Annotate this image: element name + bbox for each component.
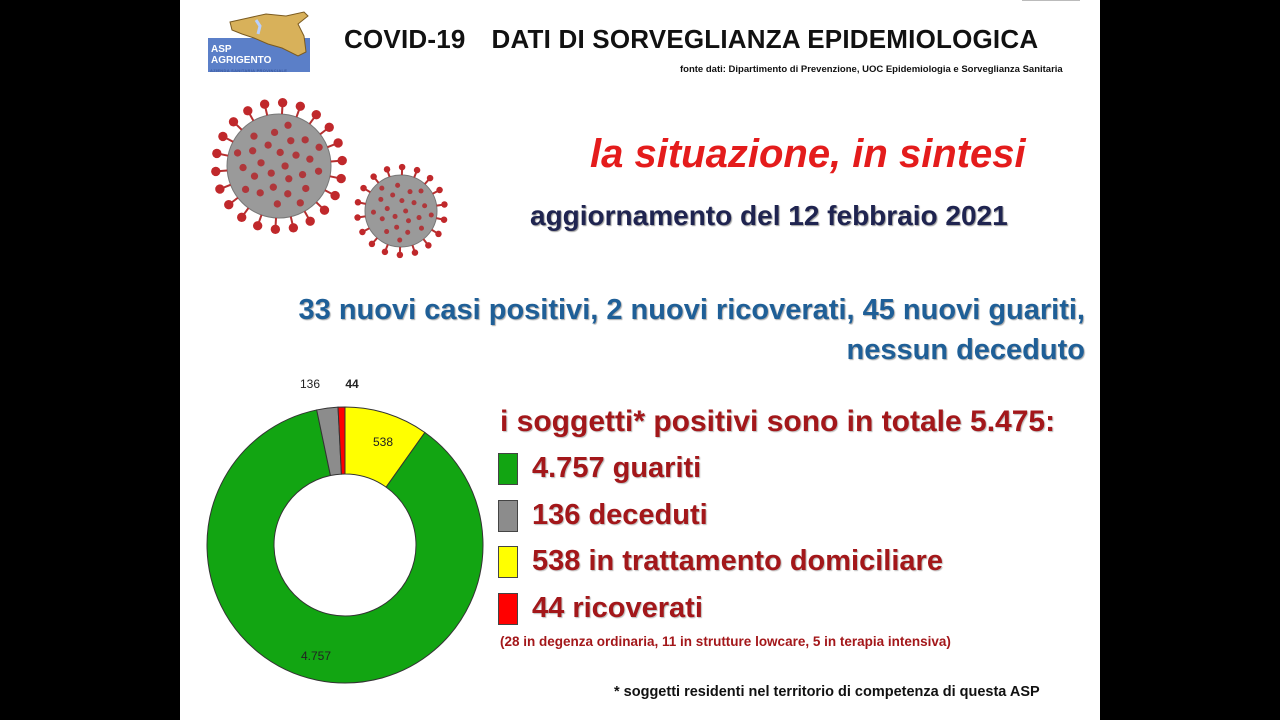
donut-label-guariti: 4.757: [300, 649, 332, 663]
legend-label-guariti: 4.757 guariti: [532, 452, 702, 484]
daily-news-line1: 33 nuovi casi positivi, 2 nuovi ricoverati, 45 nuovi guariti,: [298, 294, 1085, 326]
legend-item-ricoverati: [498, 592, 703, 625]
legend-swatch-domiciliare: [498, 546, 518, 578]
title-covid: COVID-19: [344, 24, 466, 54]
data-source: fonte dati: Dipartimento di Prevenzione, UOC Epidemiologia e Sorveglianza Sanitaria: [680, 64, 1063, 75]
logo-text-asp: ASP: [211, 44, 232, 55]
total-positives: i soggetti* positivi sono in totale 5.475:: [500, 405, 1056, 438]
logo-text-agrigento: AGRIGENTO: [211, 55, 272, 66]
legend-swatch-guariti: [498, 453, 518, 485]
legend-label-deceduti: 136 deceduti: [532, 499, 708, 531]
title-dati: DATI DI SORVEGLIANZA EPIDEMIOLOGICA: [491, 24, 1039, 54]
donut-label-deceduti: 136: [299, 377, 320, 391]
update-date: aggiornamento del 12 febbraio 2021: [530, 200, 1008, 231]
headline: la situazione, in sintesi: [590, 132, 1026, 176]
legend-label-domiciliare: 538 in trattamento domiciliare: [532, 545, 943, 577]
donut-label-ricoverati: 44: [345, 377, 359, 391]
donut-chart: [200, 370, 490, 700]
legend-swatch-deceduti: [498, 500, 518, 532]
daily-news-line2: nessun deceduto: [846, 334, 1085, 366]
legend-item-deceduti: [498, 499, 708, 532]
footnote: * soggetti residenti nel territorio di competenza di questa ASP: [614, 684, 1040, 700]
legend-item-guariti: [498, 452, 701, 485]
top-divider: [1022, 0, 1080, 1]
page-title: [344, 24, 1038, 55]
daily-news: [299, 290, 1085, 370]
coronavirus-large-icon: [205, 92, 353, 242]
legend-label-ricoverati: 44 ricoverati: [532, 592, 703, 624]
hospital-detail: (28 in degenza ordinaria, 11 in strutture lowcare, 5 in terapia intensiva): [500, 634, 951, 649]
coronavirus-small-icon: [350, 158, 452, 264]
legend-swatch-ricoverati: [498, 593, 518, 625]
logo-text-subtitle: AZIENDA SANITARIA PROVINCIALE: [210, 68, 288, 73]
legend-item-domiciliare: [498, 545, 943, 578]
asp-agrigento-logo: [208, 8, 310, 72]
donut-label-domiciliare: 538: [372, 435, 394, 449]
